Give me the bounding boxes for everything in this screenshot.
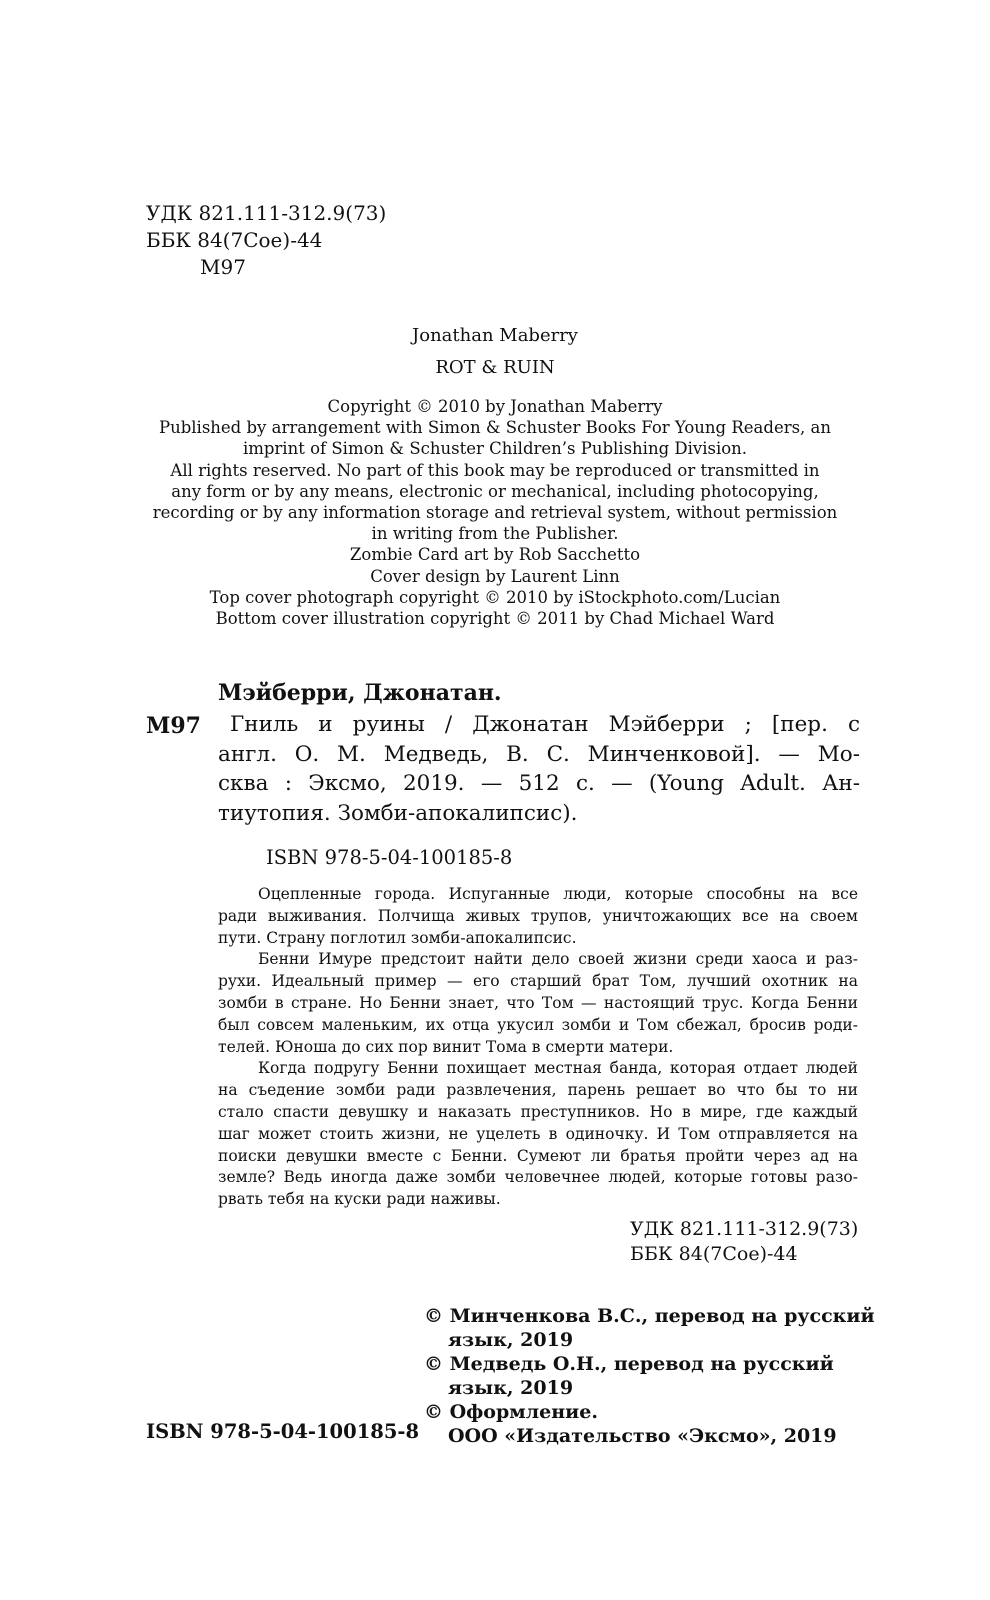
annotation-line: поиски девушки вместе с Бенни. Сумеют ли братья пройти через ад на: [218, 1146, 858, 1165]
isbn-bottom: ISBN 978-5-04-100185-8: [146, 1420, 420, 1443]
card-description-line: сква : Эксмо, 2019. — 512 с. — (Young Adult. Ан-: [218, 771, 860, 796]
card-isbn: ISBN 978-5-04-100185-8: [266, 846, 513, 869]
copyright-block: [0, 396, 990, 629]
copyright-notices: [424, 1304, 875, 1448]
copyright-line: Copyright © 2010 by Jonathan Maberry: [327, 397, 663, 416]
copyright-line: recording or by any information storage and retrieval system, without permission: [152, 503, 838, 523]
notice-line: язык, 2019: [448, 1377, 574, 1399]
notice-line: язык, 2019: [448, 1329, 574, 1351]
copyright-line: Zombie Card art by Rob Sacchetto: [349, 545, 641, 565]
bbk-code-top: ББК 84(7Сое)-44: [146, 228, 323, 252]
annotation-line: пути. Страну поглотил зомби-апокалипсис.: [218, 928, 577, 947]
copyright-line: Cover design by Laurent Linn: [370, 566, 620, 586]
notice-line: © Медведь О.Н., перевод на русский: [424, 1353, 834, 1375]
card-description-line: англ. О. М. Медведь, В. С. Минченковой]. — Мо-: [218, 741, 860, 767]
card-description-line: тиутопия. Зомби-апокалипсис).: [218, 800, 578, 826]
card-author-code: М97: [146, 713, 201, 739]
annotation-line: рвать тебя на куски ради наживы.: [218, 1190, 501, 1209]
annotation-line: Бенни Имуре предстоит найти дело своей жизни среди хаоса и раз-: [258, 950, 858, 969]
notice-line: © Оформление.: [424, 1401, 598, 1423]
annotation-line: телей. Юноша до сих пор винит Тома в смерти матери.: [218, 1037, 674, 1056]
annotation-line: шаг может стоить жизни, не уцелеть в одиночку. И Том отправляется на: [218, 1124, 858, 1143]
card-author: Мэйберри, Джонатан.: [218, 680, 502, 706]
annotation-line: на съедение зомби ради развлечения, парень решает во что бы то ни: [218, 1081, 858, 1100]
annotation-line: земле? Ведь иногда даже зомби человечнее людей, которые готовы разо-: [218, 1168, 858, 1187]
copyright-line: Published by arrangement with Simon & Schuster Books For Young Readers, an: [158, 418, 832, 438]
copyright-line: any form or by any means, electronic or mechanical, including photocopying,: [171, 481, 819, 501]
author-code-top: М97: [200, 255, 246, 279]
udk-code-bottom: УДК 821.111-312.9(73): [630, 1218, 859, 1240]
copyright-line: imprint of Simon & Schuster Children’s Publishing Division.: [242, 439, 748, 459]
annotation-line: был совсем маленьким, их отца укусил зомби и Том сбежал, бросив роди-: [218, 1015, 858, 1034]
copyright-line: All rights reserved. No part of this book may be reproduced or transmitted in: [170, 460, 820, 480]
notice-line: ООО «Издательство «Эксмо», 2019: [448, 1425, 837, 1447]
annotation-line: зомби в стране. Но Бенни знает, что Том — настоящий трус. Когда Бенни: [218, 993, 858, 1012]
annotation-line: Оцепленные города. Испуганные люди, которые способны на все: [258, 885, 858, 903]
original-author: Jonathan Maberry: [412, 325, 578, 346]
card-description: [218, 710, 860, 828]
original-title: ROT & RUIN: [435, 357, 555, 378]
udk-code-top: УДК 821.111-312.9(73): [146, 201, 387, 225]
annotation: [218, 884, 858, 1211]
copyright-line: in writing from the Publisher.: [371, 524, 619, 544]
annotation-line: рухи. Идеальный пример — его старший брат Том, лучший охотник на: [218, 972, 858, 991]
notice-line: © Минченкова В.С., перевод на русский: [424, 1305, 875, 1327]
annotation-line: Когда подругу Бенни похищает местная банда, которая отдает людей: [258, 1059, 858, 1078]
card-description-line: Гниль и руины / Джонатан Мэйберри ; [пер. с: [230, 712, 860, 737]
copyright-line: Top cover photograph copyright © 2010 by iStockphoto.com/Lucian: [209, 587, 781, 607]
annotation-line: ради выживания. Полчища живых трупов, уничтожающих все на своем: [218, 906, 858, 925]
bbk-code-bottom: ББК 84(7Сое)-44: [630, 1243, 798, 1265]
annotation-line: стало спасти девушку и наказать преступников. Но в мире, где каждый: [218, 1102, 858, 1121]
copyright-line: Bottom cover illustration copyright © 2011 by Chad Michael Ward: [215, 609, 775, 629]
